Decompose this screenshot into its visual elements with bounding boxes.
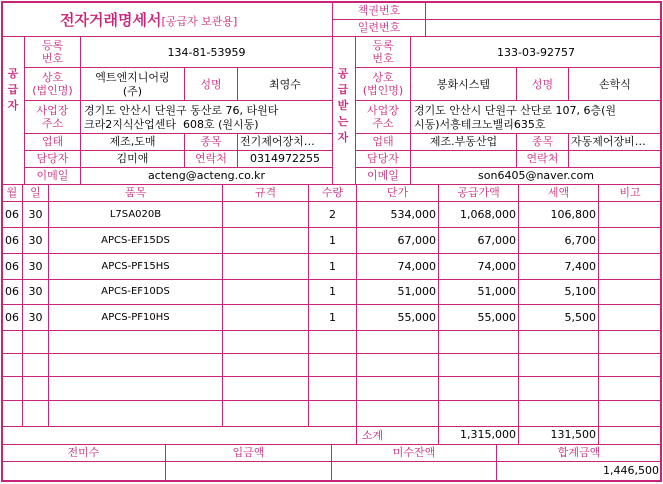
serial-number-label: 일련번호 xyxy=(357,21,401,34)
receiver-name-label: 성명 xyxy=(531,78,554,91)
total-value: 1,446,500 xyxy=(603,464,659,477)
supplier-business-type-label: 업태 xyxy=(41,135,64,148)
row-item: APCS-EF10DS xyxy=(101,286,170,297)
supplier-ceo: 최영수 xyxy=(269,78,301,91)
row-item: APCS-PF10HS xyxy=(101,312,170,323)
receiver-section-label: 공급받는자 xyxy=(337,67,349,144)
row-qty: 1 xyxy=(329,285,336,298)
row-day: 30 xyxy=(28,285,43,298)
row-qty: 1 xyxy=(329,234,336,247)
col-spec: 규격 xyxy=(254,186,277,199)
receiver-business-type: 제조.부동산업 xyxy=(429,135,498,148)
row-unit-price: 74,000 xyxy=(397,260,436,273)
supplier-manager: 김미애 xyxy=(116,152,149,165)
row-item: APCS-PF15HS xyxy=(101,261,170,272)
row-month: 06 xyxy=(5,311,19,324)
supplier-reg-no-label: 등록 번호 xyxy=(41,39,64,65)
row-month: 06 xyxy=(5,234,19,247)
row-supply: 51,000 xyxy=(477,285,516,298)
receiver-address-line1: 경기도 안산시 단원구 산단로 107, 6층(원 xyxy=(414,104,617,117)
row-month: 06 xyxy=(5,208,19,221)
row-tax: 106,800 xyxy=(550,208,596,221)
subtotal-tax: 131,500 xyxy=(550,428,596,441)
row-month: 06 xyxy=(5,260,19,273)
receiver-address-line2: 시동)서흥테크노밸리635호 xyxy=(414,118,546,131)
row-supply: 74,000 xyxy=(477,260,516,273)
col-supply: 공급가액 xyxy=(457,186,500,199)
supplier-company: 엑트엔지니어링 xyxy=(95,71,170,84)
row-day: 30 xyxy=(28,260,43,273)
book-number-label: 책권번호 xyxy=(357,4,401,17)
supplier-business-type: 제조,도매 xyxy=(109,135,156,148)
supplier-address-line2: 크라2지식산업센타 608호 (원시동) xyxy=(84,118,259,131)
supplier-email: acteng@acteng.co.kr xyxy=(147,169,266,182)
supplier-business-item-label: 종목 xyxy=(200,135,222,148)
col-item: 품목 xyxy=(124,186,147,199)
row-tax: 5,500 xyxy=(564,311,596,324)
receiver-reg-no-label: 등록 번호 xyxy=(372,39,394,65)
receiver-manager-label: 담당자 xyxy=(367,152,399,165)
row-tax: 7,400 xyxy=(564,260,596,273)
row-supply: 67,000 xyxy=(477,234,516,247)
supplier-address-line1: 경기도 안산시 단원구 동산로 76, 타원타 xyxy=(84,104,279,117)
col-note: 비고 xyxy=(619,186,641,199)
receiver-company-label: 상호 (법인명) xyxy=(362,71,404,97)
row-unit-price: 51,000 xyxy=(397,285,436,298)
supplier-name-label: 성명 xyxy=(200,78,222,91)
subtotal-label: 소계 xyxy=(361,429,384,442)
receiver-business-type-label: 업태 xyxy=(372,135,394,148)
supplier-reg-no: 134-81-53959 xyxy=(167,46,246,59)
col-qty: 수량 xyxy=(321,186,344,199)
row-qty: 1 xyxy=(329,260,336,273)
supplier-manager-label: 담당자 xyxy=(36,152,69,165)
supplier-email-label: 이메일 xyxy=(36,169,69,182)
row-supply: 55,000 xyxy=(477,311,516,324)
row-unit-price: 67,000 xyxy=(397,234,436,247)
row-unit-price: 55,000 xyxy=(397,311,436,324)
row-tax: 6,700 xyxy=(564,234,596,247)
col-unit-price: 단가 xyxy=(386,186,409,199)
row-item: APCS-EF15DS xyxy=(101,235,170,246)
col-month: 월 xyxy=(6,186,18,199)
invoice-title-sub: [공급자 보관용] xyxy=(161,15,238,28)
col-day: 일 xyxy=(30,186,41,199)
outstanding-label: 미수잔액 xyxy=(392,446,436,459)
receiver-ceo: 손학식 xyxy=(599,78,631,91)
prev-balance-label: 전미수 xyxy=(67,446,100,459)
receiver-business-item-label: 종목 xyxy=(531,135,554,148)
receiver-email-label: 이메일 xyxy=(367,169,399,182)
row-day: 30 xyxy=(28,234,43,247)
row-item: L7SA020B xyxy=(109,209,162,220)
supplier-section-label: 공급자 xyxy=(7,67,19,112)
row-qty: 1 xyxy=(329,311,336,324)
received-label: 입금액 xyxy=(232,446,265,459)
supplier-business-item: 전기제어장치… xyxy=(240,135,315,148)
receiver-reg-no: 133-03-92757 xyxy=(497,46,575,59)
supplier-contact: 0314972255 xyxy=(250,152,320,165)
receiver-address-label: 사업장 주소 xyxy=(367,104,399,130)
supplier-contact-label: 연락처 xyxy=(195,152,227,165)
supplier-address-label: 사업장 주소 xyxy=(36,104,69,130)
invoice-title: 전자거래명세서[공급자 보관용] xyxy=(60,11,238,29)
row-tax: 5,100 xyxy=(564,285,596,298)
row-qty: 2 xyxy=(329,208,336,221)
row-supply: 1,068,000 xyxy=(460,208,516,221)
receiver-business-item: 자동제어장비… xyxy=(571,135,646,148)
receiver-company: 봉화시스템 xyxy=(436,78,491,91)
row-month: 06 xyxy=(5,285,19,298)
row-day: 30 xyxy=(28,208,43,221)
subtotal-supply: 1,315,000 xyxy=(460,428,516,441)
row-day: 30 xyxy=(28,311,43,324)
supplier-company-suffix: (주) xyxy=(122,85,143,98)
receiver-contact-label: 연락처 xyxy=(526,152,559,165)
row-unit-price: 534,000 xyxy=(390,208,436,221)
total-label: 합계금액 xyxy=(557,446,601,459)
supplier-company-label: 상호 (법인명) xyxy=(32,71,73,97)
col-tax: 세액 xyxy=(547,186,570,199)
receiver-email: son6405@naver.com xyxy=(478,169,594,182)
